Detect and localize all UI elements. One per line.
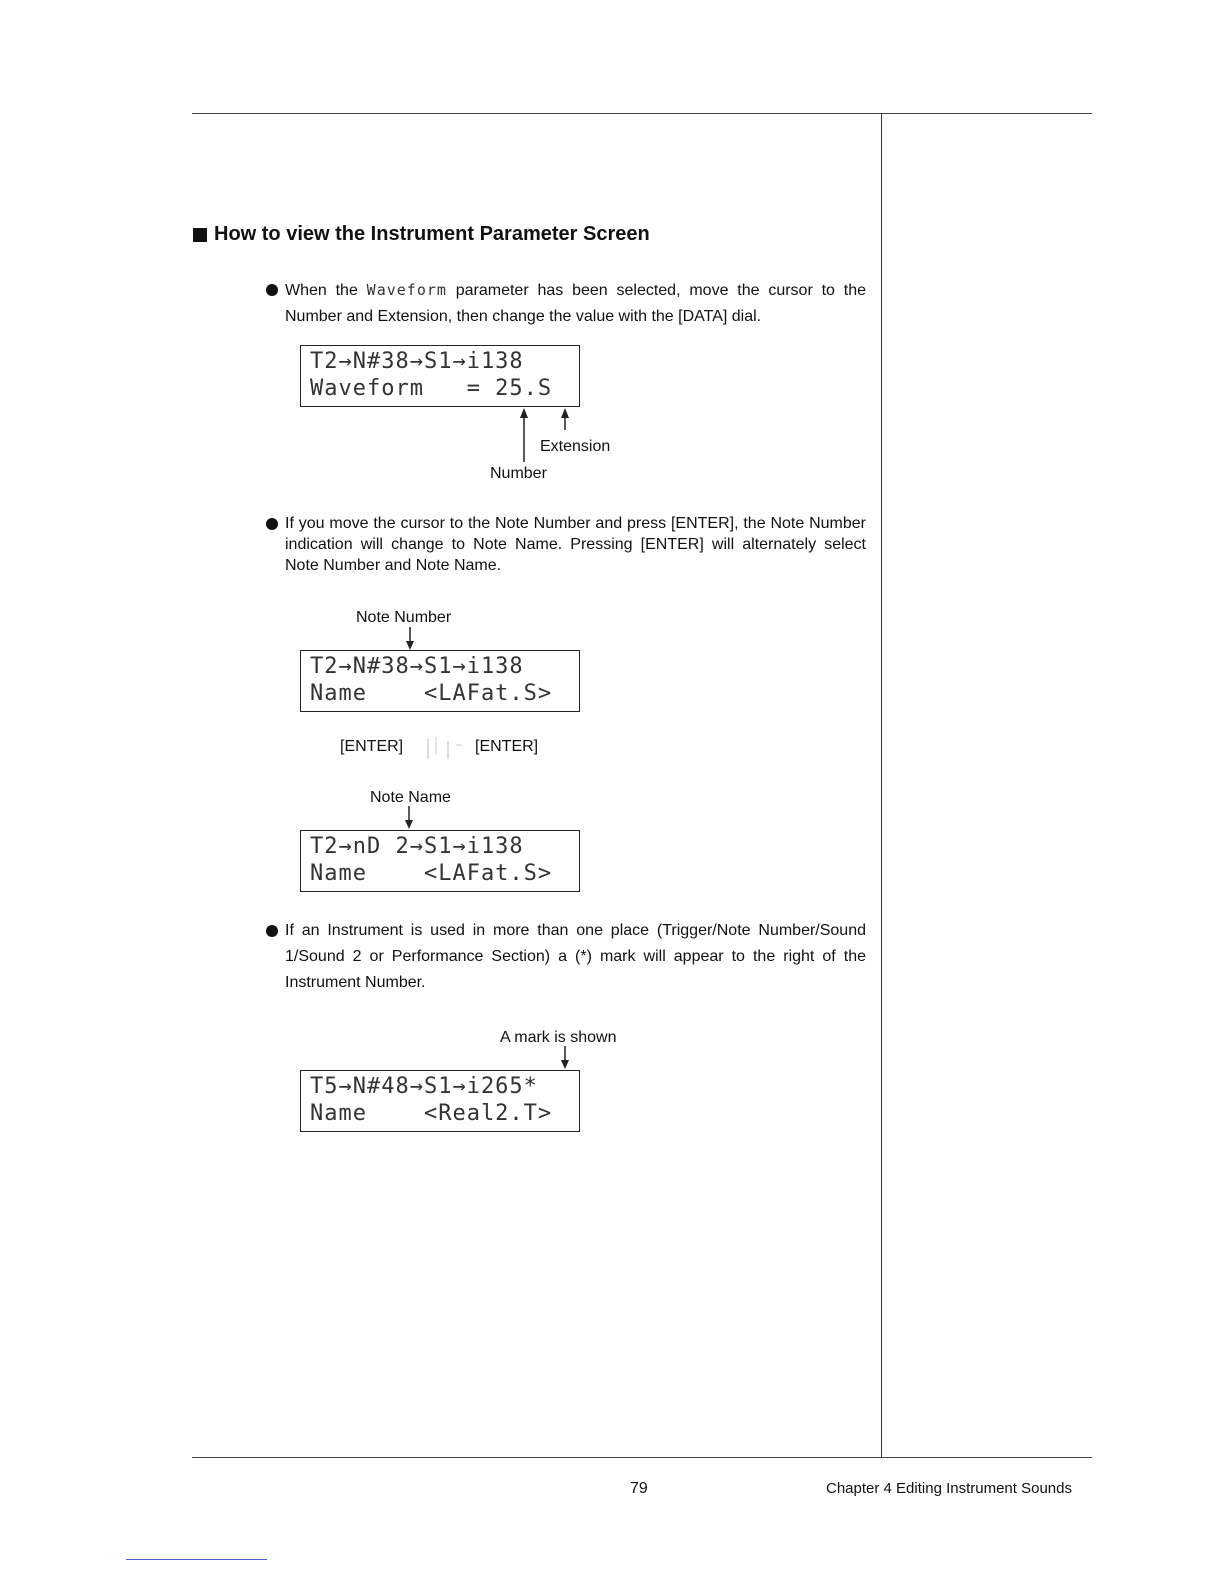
mark-shown-label: A mark is shown [500,1029,617,1046]
note-number-arrow [403,627,417,651]
bullet-icon [266,518,278,530]
note-number-label: Note Number [356,609,452,626]
section-heading [193,223,650,246]
lcd-line-2: Name <Real2.T> [310,1101,553,1126]
number-label: Number [490,465,547,482]
extension-label: Extension [540,438,611,455]
footnote-rule [126,1559,267,1560]
lcd-display-mark [300,1070,580,1132]
margin-rule [881,113,882,1457]
toggle-arrows-icon [418,733,468,763]
lcd-display-note-number [300,650,580,712]
paragraph-note-number: If you move the cursor to the Note Number and press [ENTER], the Note Number indication will change to Note Name. Pressing [ENTER] will alternately select Note Number and Note Name. [266,513,866,576]
lcd-line-1: T2→nD 2→S1→i138 [310,834,524,859]
note-name-arrow [402,806,416,830]
lcd-display-note-name [300,830,580,892]
square-bullet-icon [193,228,207,242]
top-rule [192,113,1092,114]
number-extension-arrows [515,406,575,466]
bullet-icon [266,284,278,296]
paragraph-mark: If an Instrument is used in more than one place (Trigger/Note Number/Sound 1/Sound 2 or Performance Section) a (*) mark will appear to the right of the Instrument Number. [266,918,866,996]
paragraph-waveform: When the Waveform parameter has been selected, move the cursor to the Number and Extension, then change the value with the [DATA] dial. [266,277,866,330]
chapter-title: Chapter 4 Editing Instrument Sounds [826,1480,1072,1497]
enter-label-left: [ENTER] [340,738,404,755]
note-name-label: Note Name [370,789,451,806]
lcd-line-1: T2→N#38→S1→i138 [310,349,524,374]
page-number: 79 [630,1480,648,1497]
enter-label-right: [ENTER] [475,738,539,755]
waveform-param: Waveform [366,281,447,299]
bullet-icon [266,925,278,937]
lcd-line-2: Name <LAFat.S> [310,861,553,886]
lcd-line-2: Name <LAFat.S> [310,681,553,706]
lcd-line-1: T5→N#48→S1→i265* [310,1074,538,1099]
bottom-rule [192,1457,1092,1458]
lcd-display-waveform [300,345,580,407]
section-heading-text: How to view the Instrument Parameter Screen [214,223,650,245]
lcd-line-1: T2→N#38→S1→i138 [310,654,524,679]
lcd-line-2: Waveform = 25.S [310,376,553,401]
mark-shown-arrow [558,1046,572,1070]
